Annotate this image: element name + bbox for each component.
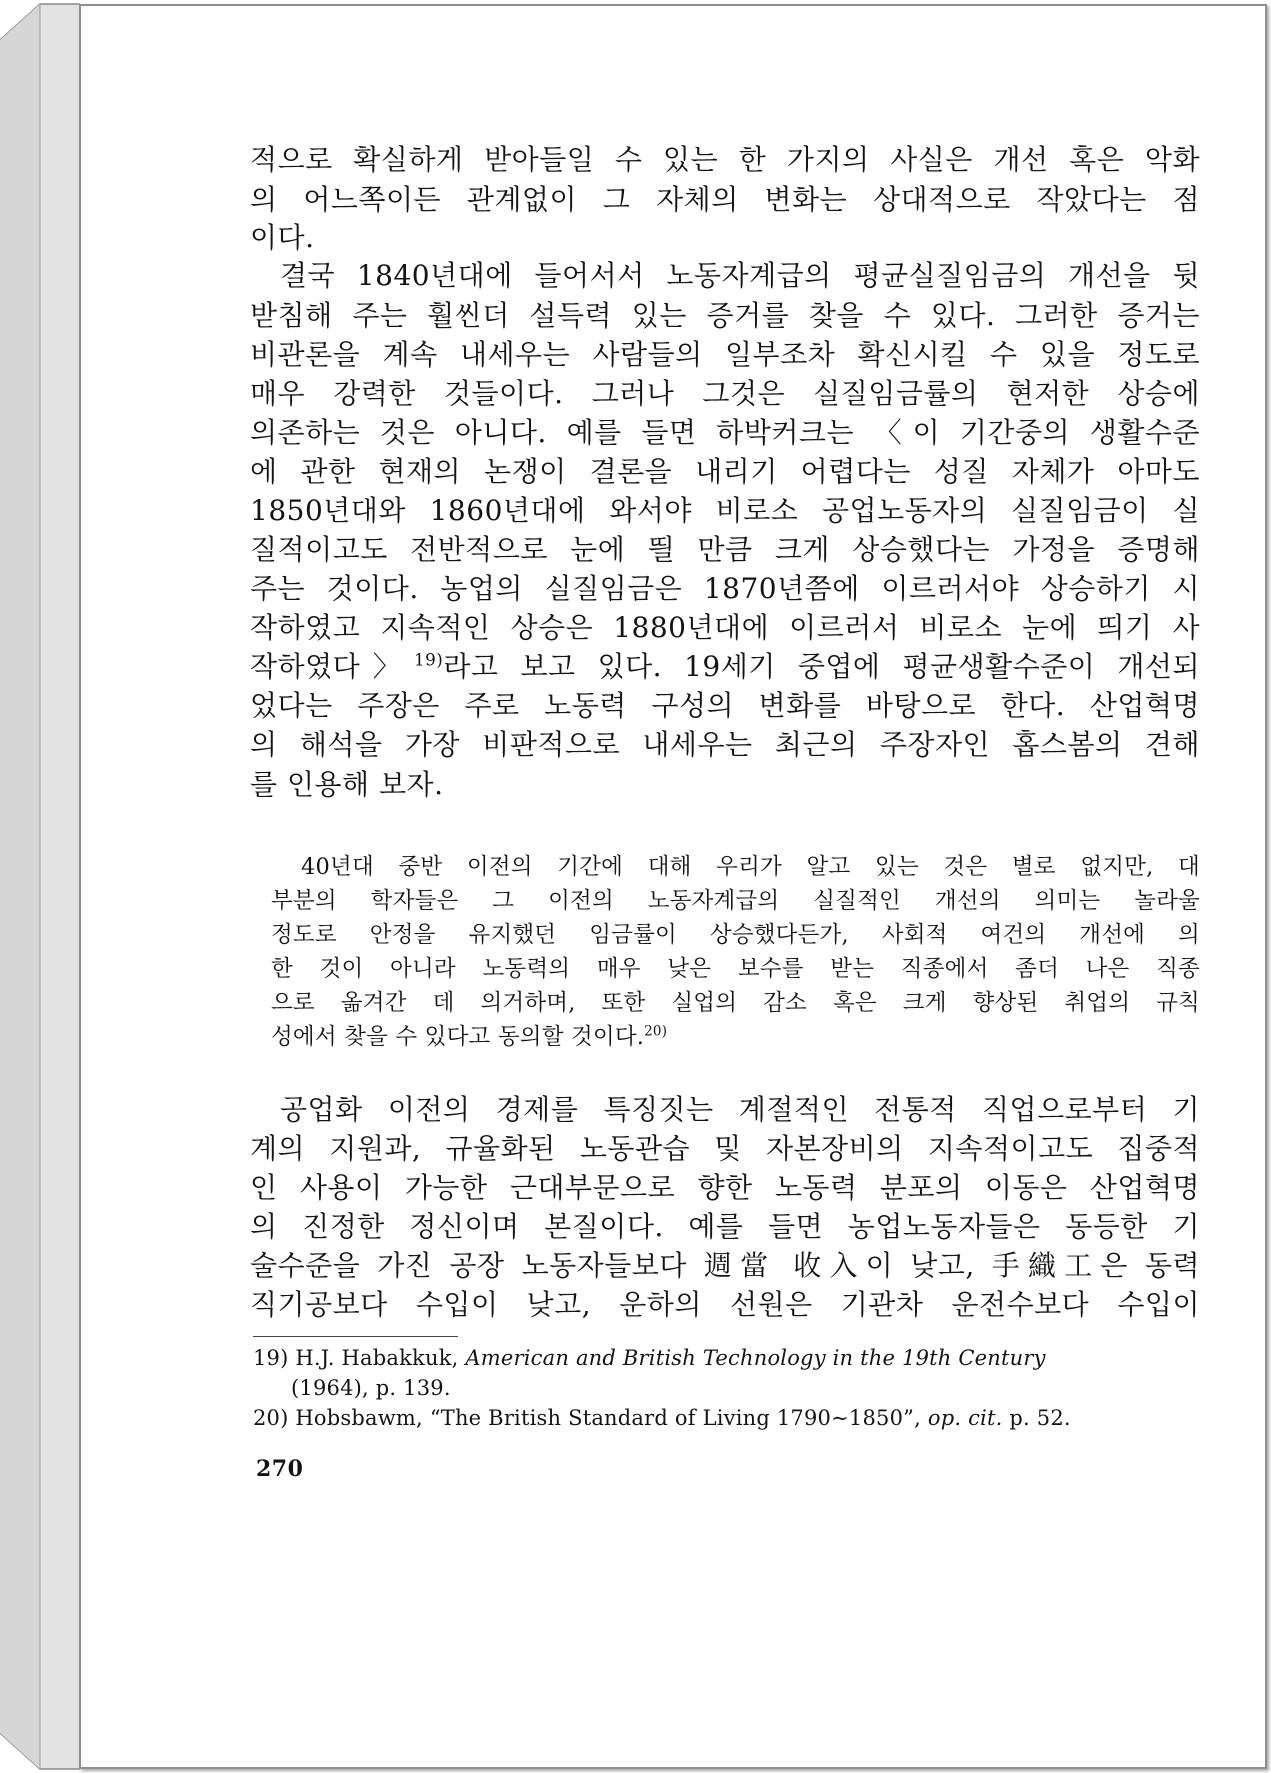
text-line: 를 인용해 보자. <box>250 768 444 801</box>
footnote-ref-19: 19) <box>413 649 444 670</box>
book-page <box>79 4 1267 1769</box>
footnote-marker: 20) <box>253 1406 289 1430</box>
text-line <box>250 645 1200 689</box>
text-line: 비관론을 계속 내세우는 사람들의 일부조차 확신시킬 수 있을 정도로 <box>250 338 1200 371</box>
text-line: 질적이고도 전반적으로 눈에 띌 만큼 크게 상승했다는 가정을 증명해 <box>250 533 1200 566</box>
footnote-ref-20: 20) <box>644 1023 668 1040</box>
text-line: 계의 지원과, 규율화된 노동관습 및 자본장비의 지속적이고도 집중적 <box>250 1132 1200 1165</box>
footnote-op-cit: op. cit. <box>927 1406 1003 1430</box>
text-line: 받침해 주는 훨씬더 설득력 있는 증거를 찾을 수 있다. 그러한 증거는 <box>250 299 1200 332</box>
text-line: 의 진정한 정신이며 본질이다. 예를 들면 농업노동자들은 동등한 기 <box>250 1210 1200 1243</box>
text-line: 의 어느쪽이든 관계없이 그 자체의 변화는 상대적으로 작았다는 점 <box>250 183 1200 216</box>
footnote-author: Hobsbawm, <box>295 1406 423 1430</box>
text-line: 매우 강력한 것들이다. 그러나 그것은 실질임금률의 현저한 상승에 <box>250 377 1200 410</box>
text-line: 인 사용이 가능한 근대부문으로 향한 노동력 분포의 이동은 산업혁명 <box>250 1171 1200 1204</box>
footnote-author: H.J. Habakkuk, <box>295 1346 459 1370</box>
quote-line: 40년대 중반 이전의 기간에 대해 우리가 알고 있는 것은 별로 없지만, 대 <box>301 854 1200 880</box>
text-line: 적으로 확실하게 받아들일 수 있는 한 가지의 사실은 개선 혹은 악화 <box>250 143 1200 176</box>
text-line: 의존하는 것은 아니다. 예를 들면 하박커크는 〈이 기간중의 생활수준 <box>250 416 1200 449</box>
footnote-page: p. 52. <box>1009 1406 1071 1430</box>
text-segment: 라고 보고 있다. 19세기 중엽에 평균생활수준이 개선되 <box>443 650 1200 683</box>
text-segment: 성에서 찾을 수 있다고 동의할 것이다. <box>271 1024 645 1050</box>
text-line: 공업화 이전의 경제를 특징짓는 계절적인 전통적 직업으로부터 기 <box>280 1093 1200 1126</box>
text-line: 의 해석을 가장 비판적으로 내세우는 최근의 주장자인 홉스봄의 견해 <box>250 728 1200 761</box>
text-line: 이다. <box>250 221 315 254</box>
quote-line: 부분의 학자들은 그 이전의 노동자계급의 실질적인 개선의 의미는 놀라울 <box>271 888 1200 914</box>
quote-close-text: 작하였다〉 <box>250 650 414 683</box>
book-spine <box>0 0 80 1773</box>
footnote-19-continued: (1964), p. 139. <box>291 1376 451 1400</box>
text-line: 직기공보다 수입이 낮고, 운하의 선원은 기관차 운전수보다 수입이 <box>250 1288 1200 1321</box>
quote-line <box>271 1019 1200 1055</box>
footnote-19 <box>253 1342 1203 1374</box>
text-line: 었다는 주장은 주로 노동력 구성의 변화를 바탕으로 한다. 산업혁명 <box>250 689 1200 722</box>
text-line: 에 관한 현재의 논쟁이 결론을 내리기 어렵다는 성질 자체가 아마도 <box>250 455 1200 488</box>
quote-line: 정도로 안정을 유지했던 임금률이 상승했다든가, 사회적 여건의 개선에 의 <box>271 922 1200 948</box>
text-line: 주는 것이다. 농업의 실질임금은 1870년쯤에 이르러서야 상승하기 시 <box>250 572 1200 605</box>
footnote-rule <box>253 1336 458 1337</box>
footnote-20 <box>253 1402 1203 1434</box>
quote-line: 한 것이 아니라 노동력의 매우 낮은 보수를 받는 직종에서 좀더 나은 직종 <box>271 956 1200 982</box>
footnote-marker: 19) <box>253 1346 289 1370</box>
quote-line: 으로 옮겨간 데 의거하며, 또한 실업의 감소 혹은 크게 향상된 취업의 규칙 <box>271 990 1200 1016</box>
footnote-title: “The British Standard of Living 1790∼1850”, <box>429 1406 921 1430</box>
footnote-title: American and British Technology in the 19th Century <box>465 1346 1046 1370</box>
text-line: 1850년대와 1860년대에 와서야 비로소 공업노동자의 실질임금이 실 <box>250 494 1200 527</box>
text-line: 결국 1840년대에 들어서서 노동자계급의 평균실질임금의 개선을 뒷 <box>280 259 1200 292</box>
text-line: 작하였고 지속적인 상승은 1880년대에 이르러서 비로소 눈에 띄기 사 <box>250 611 1200 644</box>
page-number: 270 <box>256 1456 304 1482</box>
text-line: 술수준을 가진 공장 노동자들보다 週當 收入이 낮고, 手織工은 동력 <box>250 1249 1200 1282</box>
